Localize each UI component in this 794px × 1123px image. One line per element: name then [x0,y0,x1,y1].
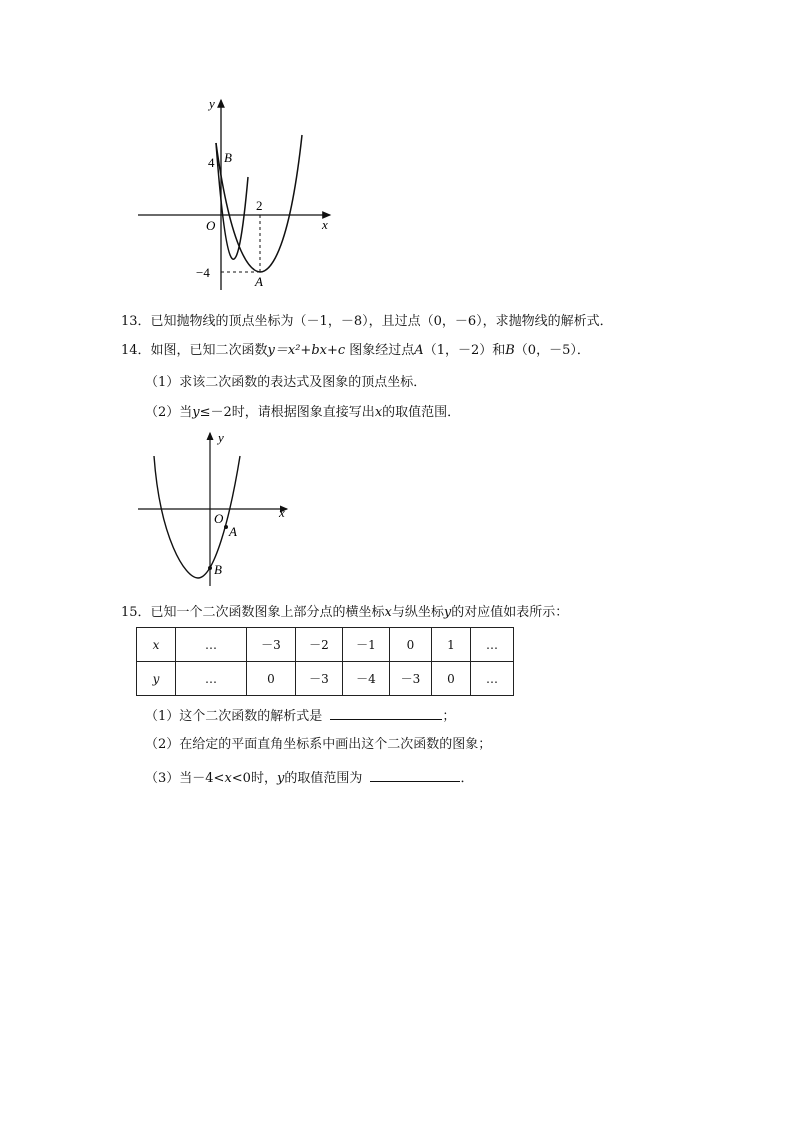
parabola-curve [154,456,240,578]
origin-label: O [214,511,224,526]
q15-part3-var: x [224,771,232,786]
q15-part3-prefix: （3）当－4< [145,771,225,786]
table-row-x [137,628,514,662]
q14-part2-var2: x [374,405,383,420]
q15-part3-suffix: 的取值范围为 [284,771,363,786]
q15-var-x: x [384,605,392,620]
question-13 [121,313,613,331]
tick-2-label: 2 [256,198,263,213]
table-cell: 0 [390,628,432,662]
table-header-y: y [137,662,176,696]
q15-part2-text: （2）在给定的平面直角坐标系中画出这个二次函数的图象； [145,737,492,752]
q15-var-y: y [443,605,452,620]
q14-coord-b: （0，－5）． [514,343,590,358]
q14-mid: 图象经过点 [345,343,415,358]
q14-formula: y＝x²+bx+c [267,343,346,358]
q14-point-b: B [505,343,515,358]
point-a-label: A [255,274,263,289]
question-15-part-1 [145,705,455,726]
table-row-y [137,662,514,696]
origin-label: O [206,218,216,233]
table-cell: … [176,628,247,662]
point-b-dot [208,566,212,570]
q14-coord-a: （1，－2）和 [423,343,506,358]
value-table [136,627,514,696]
question-13-text: 13．已知抛物线的顶点坐标为（－1，－8），且过点（0，－6），求抛物线的解析式． [121,314,613,329]
tick-4-label: 4 [208,155,215,170]
point-b-label: B [224,150,232,165]
table-cell: 0 [432,662,471,696]
table-cell: 1 [432,628,471,662]
figure-1-parabola [130,95,345,295]
question-15-part-3 [145,767,473,788]
answer-blank-1[interactable] [330,705,442,720]
q15-part3-mid: <0时， [231,771,277,786]
q14-prefix: 14．如图，已知二次函数 [121,343,268,358]
q15-part3-end: ． [460,771,474,786]
y-axis-label: y [209,96,215,111]
table-header-x: x [137,628,176,662]
table-cell: … [176,662,247,696]
q14-part2-mid: ≤－2时，请根据图象直接写出 [199,405,375,420]
y-axis-label: y [218,430,224,445]
table-cell: －4 [343,662,390,696]
question-14 [121,342,590,360]
question-15 [121,604,568,622]
tick-neg4-label: −4 [196,265,210,280]
x-axis-label: x [322,217,328,232]
table-cell: 0 [247,662,296,696]
q14-part2-prefix: （2）当 [145,405,193,420]
q14-part2-var: y [192,405,200,420]
table-cell: … [471,628,514,662]
answer-blank-3[interactable] [370,767,460,782]
table-cell: －3 [296,662,343,696]
question-15-part-2 [145,736,491,754]
q15-part1-text: （1）这个二次函数的解析式是 [145,709,323,724]
table-cell: －1 [343,628,390,662]
x-axis-label: x [279,505,285,520]
table-cell: … [471,662,514,696]
point-a-dot [224,525,228,529]
q15-prefix: 15．已知一个二次函数图象上部分点的横坐标 [121,605,385,620]
point-b-label: B [214,562,222,577]
q15-mid: 与纵坐标 [391,605,444,620]
figure-2-parabola [130,428,295,588]
table-cell: －2 [296,628,343,662]
q15-part1-end: ； [442,709,456,724]
table-cell: －3 [247,628,296,662]
q15-part3-var2: y [276,771,285,786]
q14-part2-suffix: 的取值范围． [382,405,461,420]
q14-part1-text: （1）求该二次函数的表达式及图象的顶点坐标． [145,375,427,390]
q14-point-a: A [414,343,424,358]
q15-suffix: 的对应值如表所示： [451,605,569,620]
question-14-part-1 [145,374,426,392]
table-cell: －3 [390,662,432,696]
question-14-part-2 [145,404,460,422]
point-a-label: A [229,524,237,539]
